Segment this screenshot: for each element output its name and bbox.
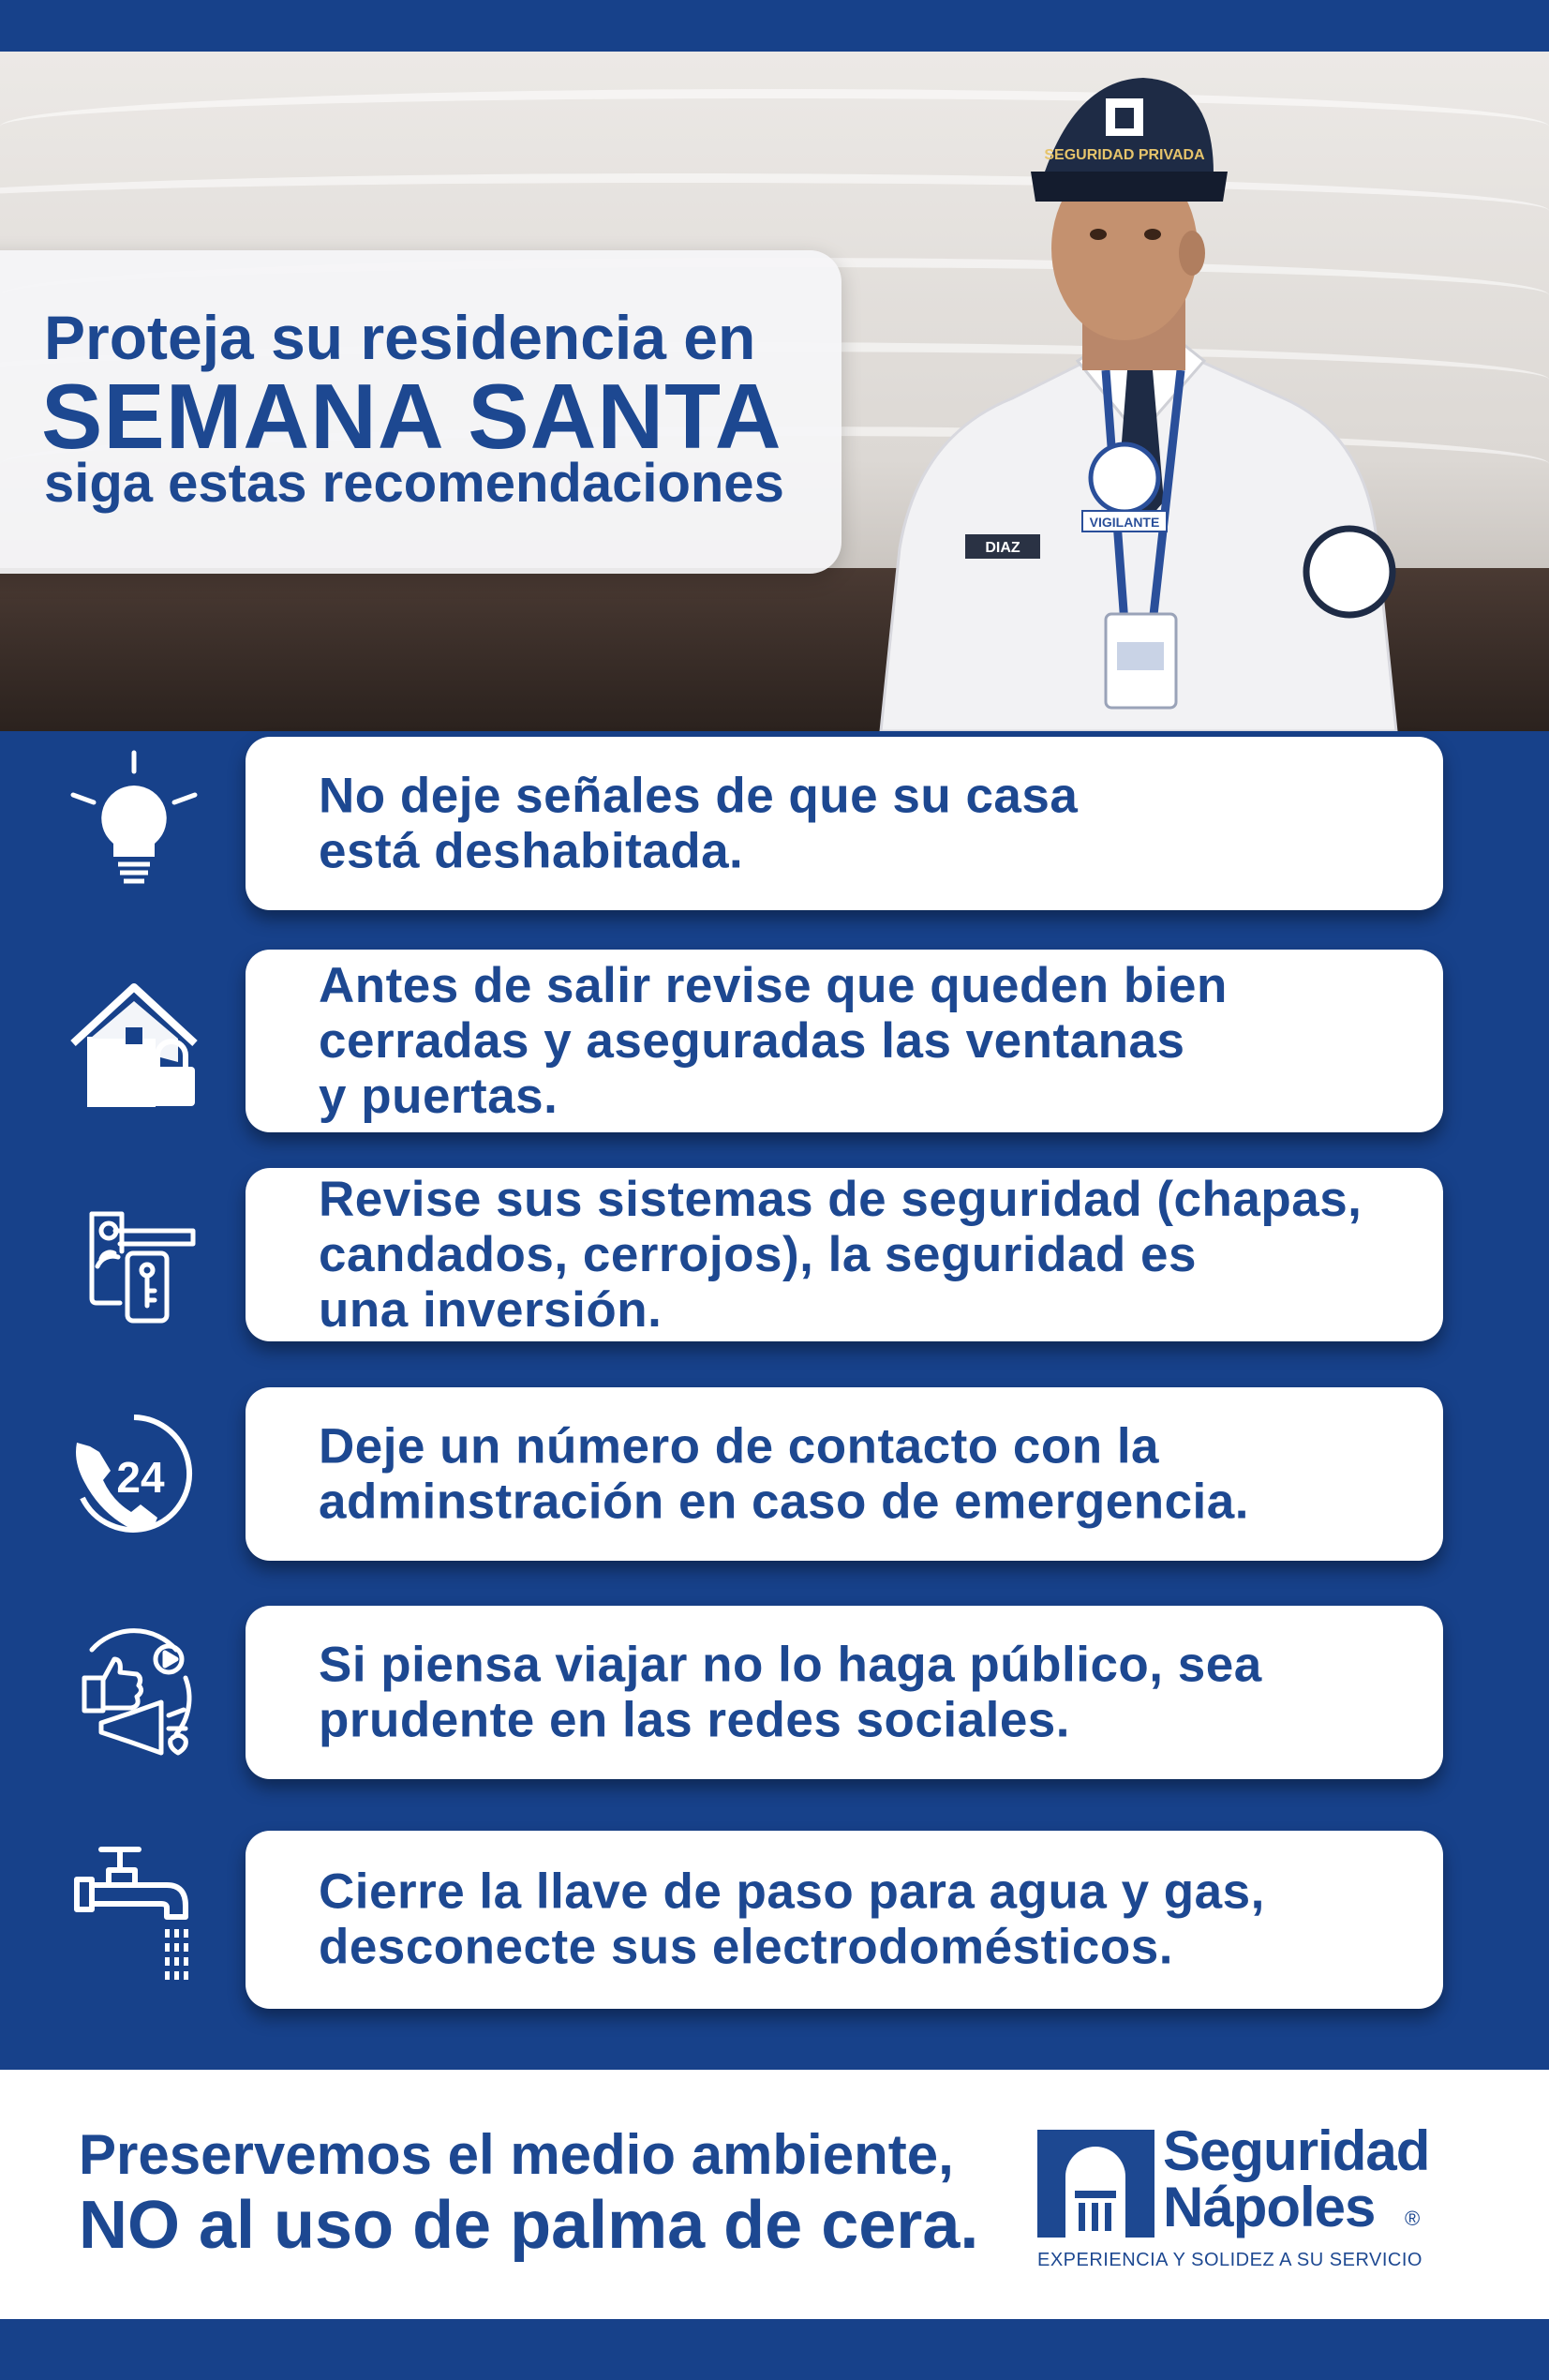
tip-card [246,950,1443,1132]
tip-text: No deje señales de que su casa está deshabitada. [319,768,1079,879]
social-media-icon [64,1622,204,1762]
tip-card [246,1168,1443,1341]
bottom-band [0,2319,1549,2380]
tip-text: Antes de salir revise que queden bien cerradas y aseguradas las ventanas y puertas. [319,957,1228,1125]
cap-text: SEGURIDAD PRIVADA [1044,147,1205,163]
footer-slogan-line2: NO al uso de palma de cera. [79,2188,979,2263]
house-lock-icon [64,973,204,1114]
recommendations-section [0,731,1549,2070]
building-logo-icon [1037,2120,1159,2242]
tip-text: Revise sus sistemas de seguridad (chapas, candados, cerrojos), la seguridad es una inversión. [319,1171,1363,1339]
water-tap-icon [64,1840,204,1981]
phone-24-label: 24 [116,1453,165,1502]
tip-text: Deje un número de contacto con la adminstración en caso de emergencia. [319,1418,1249,1530]
security-guard-photo [843,61,1499,731]
door-handle-key-icon [64,1186,204,1326]
phone-24-icon [64,1403,204,1544]
tip-card [246,1606,1443,1779]
logo-tagline: EXPERIENCIA Y SOLIDEZ A SU SERVICIO [1037,2250,1422,2270]
tip-text: Cierre la llave de paso para agua y gas, desconecte sus electrodomésticos. [319,1864,1265,1975]
seguridad-napoles-logo [1037,2120,1450,2275]
footer-slogan-line1: Preservemos el medio ambiente, [79,2123,954,2186]
light-bulb-icon [64,748,204,889]
tip-text: Si piensa viajar no lo haga público, sea prudente en las redes sociales. [319,1637,1262,1748]
headline-line3: siga estas recomendaciones [44,453,784,514]
tip-card [246,1831,1443,2009]
top-band [0,0,1549,52]
badge-text: VIGILANTE [1089,515,1160,530]
headline-line1: Proteja su residencia en [44,303,756,372]
registered-mark: ® [1405,2207,1421,2230]
headline-line2: SEMANA SANTA [41,365,782,468]
logo-name-line2: Nápoles [1163,2176,1376,2238]
logo-name-line1: Seguridad [1163,2119,1430,2182]
tip-card [246,1387,1443,1561]
tip-card [246,737,1443,910]
nameplate-text: DIAZ [985,540,1020,556]
